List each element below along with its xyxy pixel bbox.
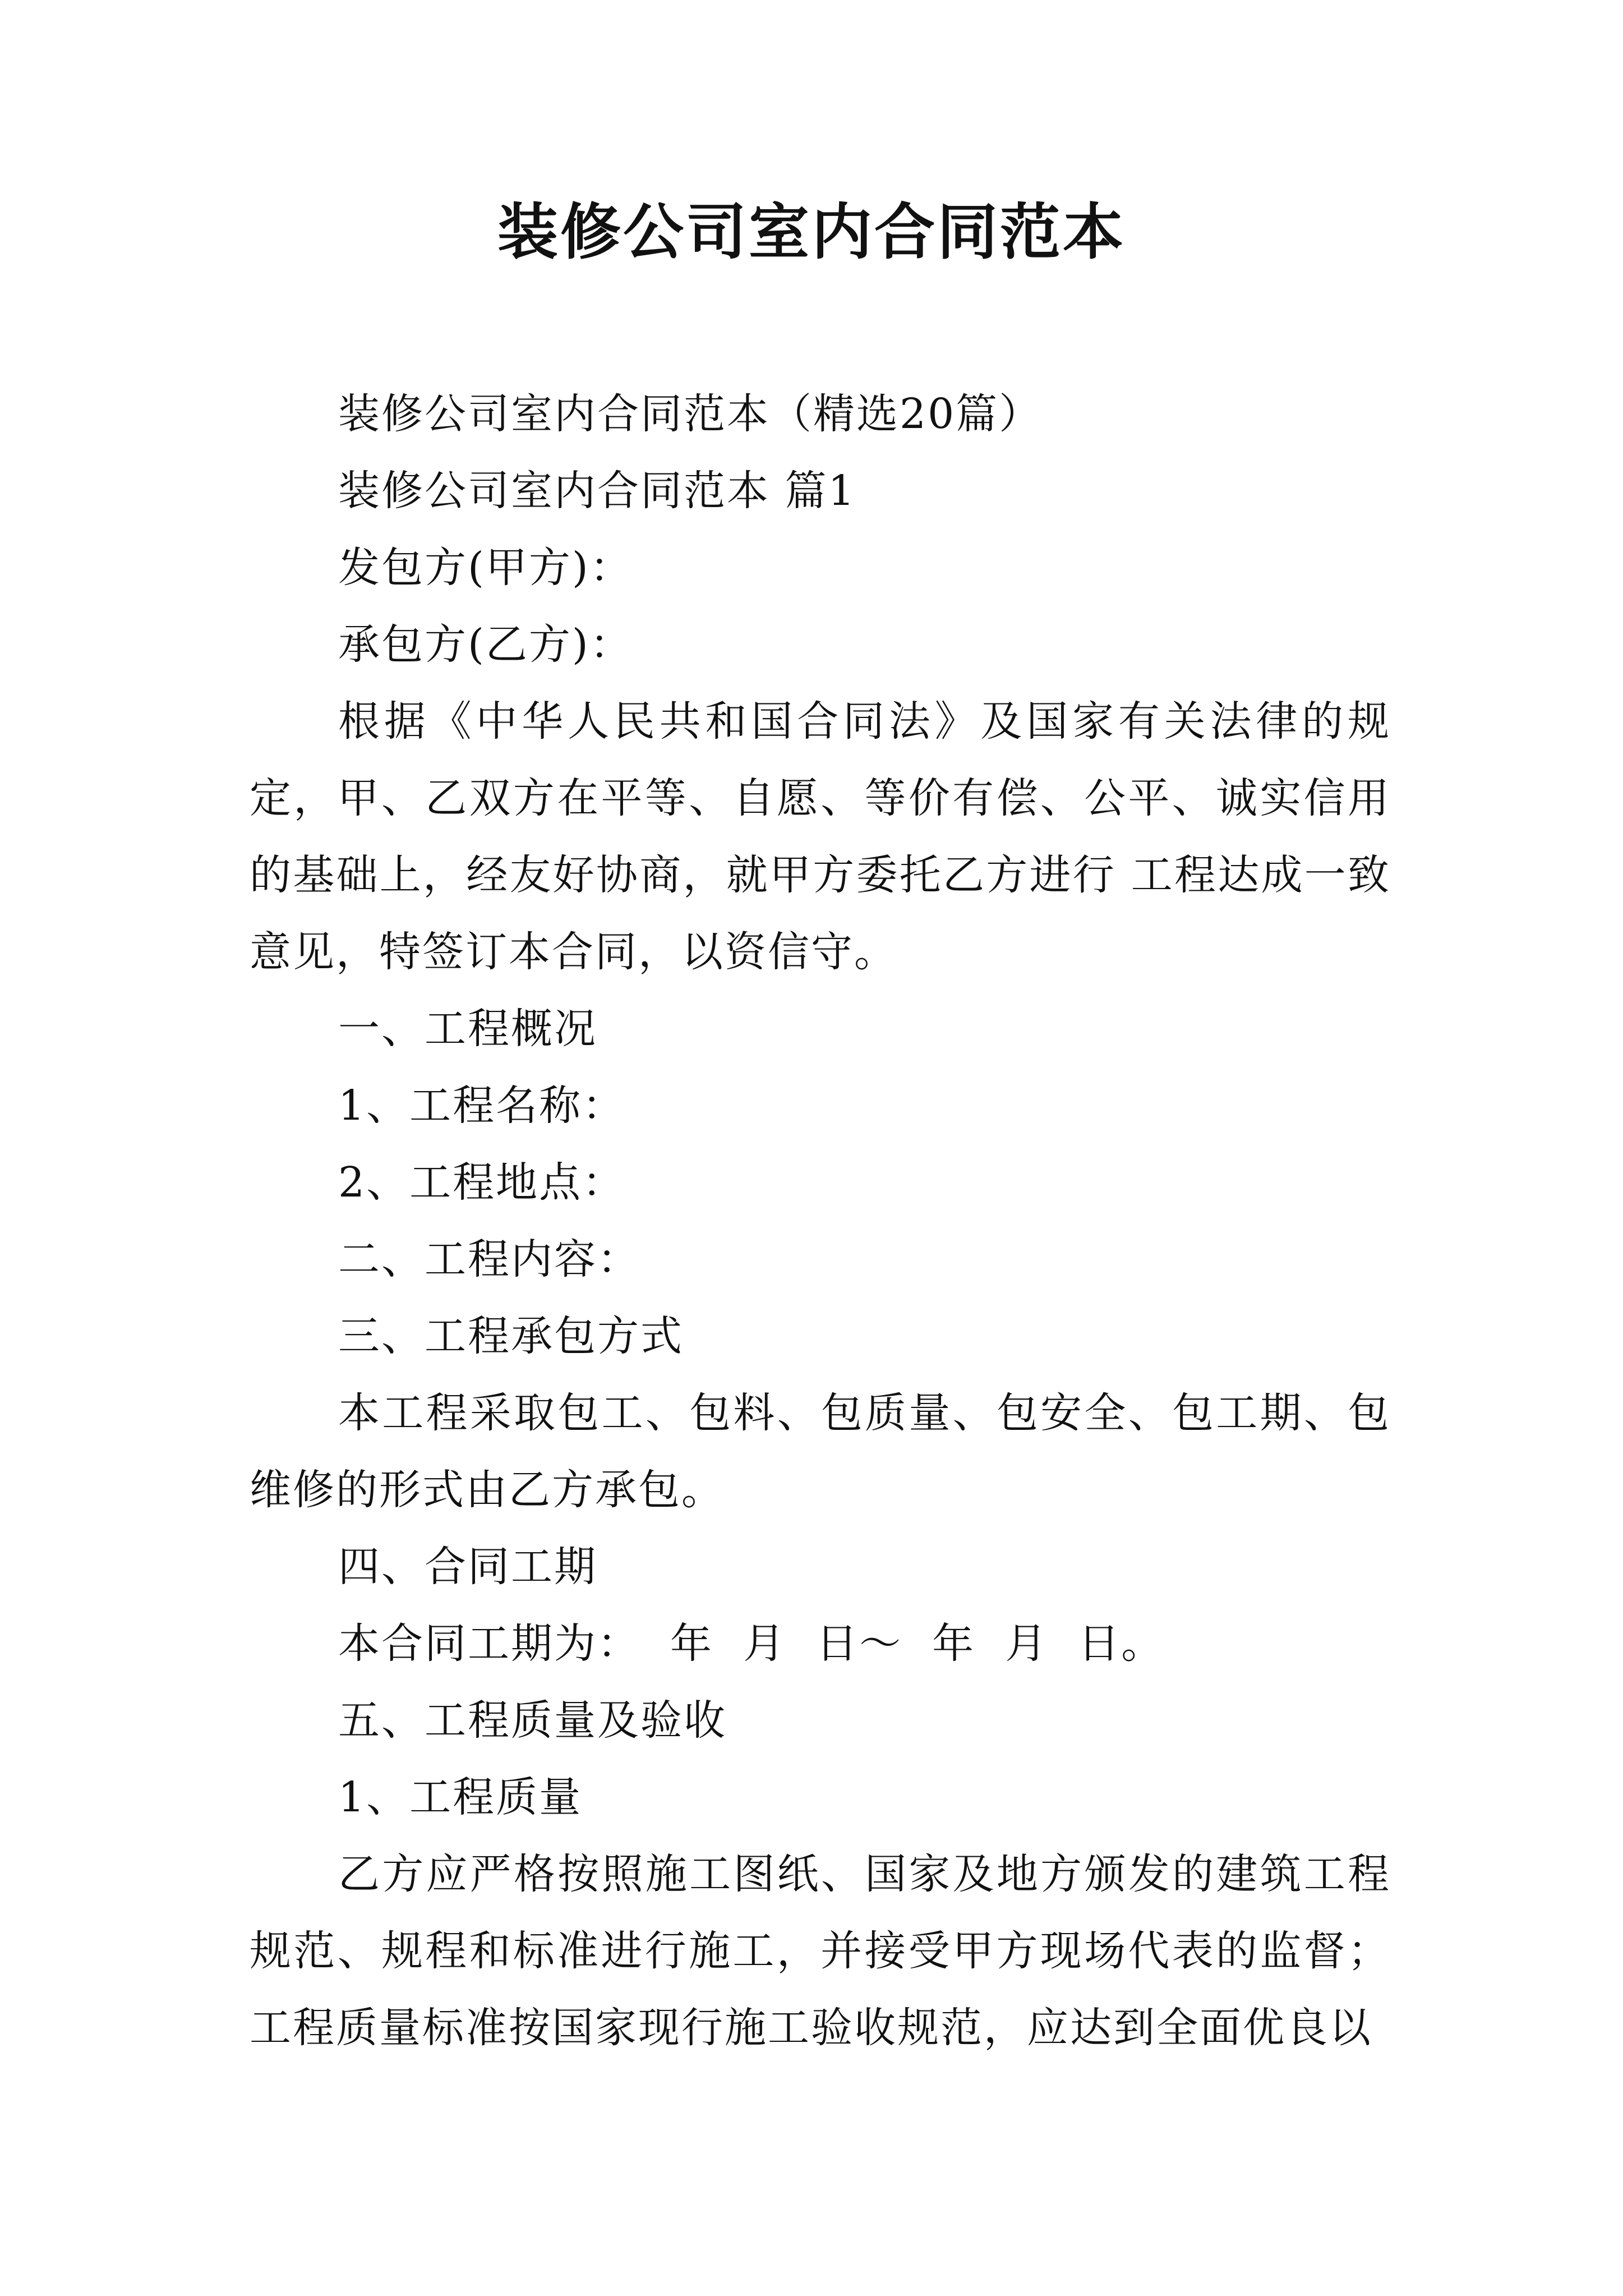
clause-item: 2、工程地点： [338, 1158, 626, 1207]
clause-item: 1、工程名称： [338, 1082, 626, 1130]
subtitle-paragraph: 装修公司室内合同范本（精选20篇） [338, 390, 1043, 438]
clause-heading: 二、工程内容： [338, 1235, 640, 1283]
party-b-line: 承包方(乙方)： [338, 620, 633, 669]
clause-heading: 五、工程质量及验收 [338, 1696, 727, 1745]
clause-paragraph: 本合同工期为： 年 月 日～ 年 月 日。 [338, 1619, 1165, 1668]
party-a-line: 发包方(甲方)： [338, 544, 633, 592]
clause-heading: 三、工程承包方式 [338, 1312, 684, 1360]
document-title: 装修公司室内合同范本 [497, 197, 1126, 268]
clause-paragraph: 乙方应严格按照施工图纸、国家及地方颁发的建筑工程规范、规程和标准进行施工，并接受甲方现场代表的监督；工程质量标准按国家现行施工验收规范，应达到全面优良以 [250, 1850, 1391, 2052]
clause-heading: 四、合同工期 [338, 1543, 597, 1591]
preamble-paragraph: 根据《中华人民共和国合同法》及国家有关法律的规定，甲、乙双方在平等、自愿、等价有偿、公平、诚实信用的基础上，经友好协商，就甲方委托乙方进行 工程达成一致意见，特签订本合同，以资信守。 [250, 697, 1391, 976]
clause-paragraph: 本工程采取包工、包料、包质量、包安全、包工期、包维修的形式由乙方承包。 [250, 1389, 1391, 1514]
clause-item: 1、工程质量 [338, 1773, 583, 1821]
section-heading: 装修公司室内合同范本 篇1 [338, 467, 856, 515]
document-body [250, 376, 1391, 2067]
clause-heading: 一、工程概况 [338, 1005, 597, 1053]
